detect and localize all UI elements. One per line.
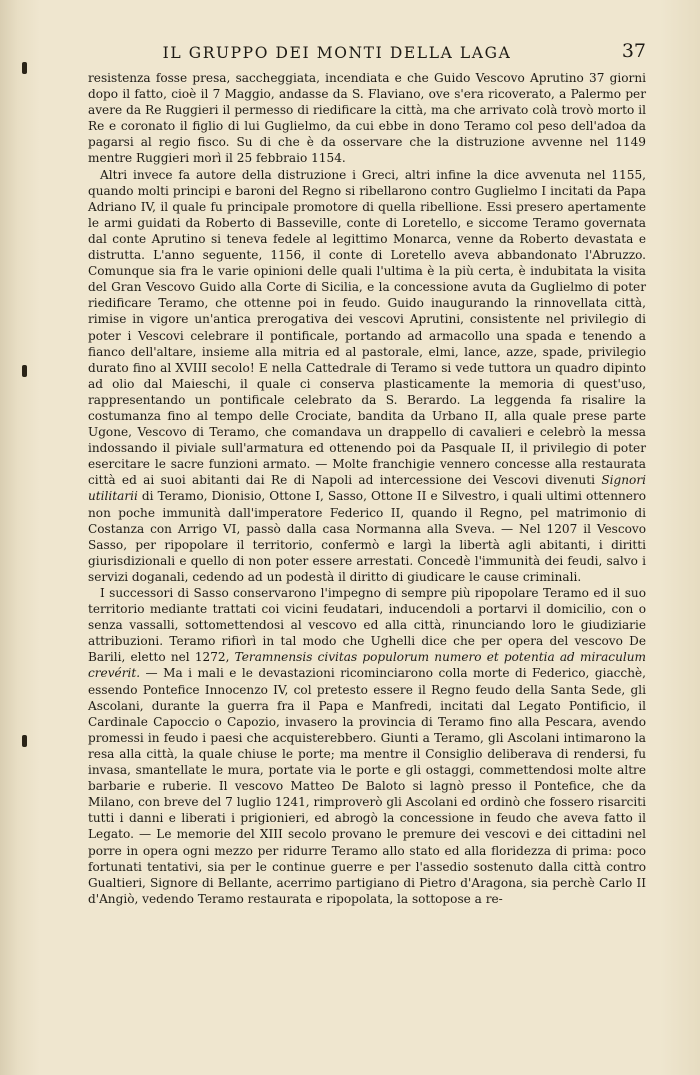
italic-text: Teramnensis civitas populorum numero et potentia ad miraculum crevérit. — [88, 650, 646, 681]
binding-mark — [22, 62, 27, 74]
body-text — [88, 70, 646, 907]
text-segment: Altri invece fa autore della distruzione i Greci, altri infine la dice avvenuta nel 1155, quando molti principi e baroni del Regno si ribellarono contro Guglielmo I incitati da Papa Adriano IV, il quale fu principale promotore di quella ribellione. Essi presero apertamente le armi guidati da Roberto di Basseville, conte di Loretello, e siccome Teramo governata dal conte Aprutino si teneva fedele al legittimo Monarca, venne da Roberto devastata e distrutta. L'anno seguente, 1156, il conte di Loretello aveva abbandonato l'Abruzzo. Comunque sia fra le varie opinioni delle quali l'ultima è la più certa, è indubitata la visita del Gran Vescovo Guido alla Corte di Sicilia, e la concessione avuta da Guglielmo di poter riedificare Teramo, che ottenne poi in feudo. Guido inaugurando la rinnovellata città, rimise in vigore un'antica prerogativa dei vescovi Aprutini, consistente nel privilegio di poter i Vescovi celebrare il pontificale, portando ad armacollo una spada e tenendo a fianco dell'altare, insieme alla mitria ed al pastorale, elmi, lance, azze, spade, privilegio durato fino al XVIII secolo! E nella Cattedrale di Teramo si vede tuttora un quadro dipinto ad olio dal Maieschi, il quale ci conserva plasticamente la memoria di quest'uso, rappresentando un pontificale celebrato da S. Berardo. La leggenda fa risalire la costumanza fino al tempo delle Crociate, bandita da Urbano II, alla quale prese parte Ugone, Vescovo di Teramo, che comandava un drappello di cavalieri e celebrò la messa indossando il piviale sull'armatura ed ottenendo poi da Pasquale II, il privilegio di poter esercitare le sacre funzioni armato. — Molte franchigie vennero concesse alla restaurata città ed ai suoi abitanti dai Re di Napoli ad intercessione dei Vescovi divenuti — [88, 167, 646, 488]
running-title: IL GRUPPO DEI MONTI DELLA LAGA — [162, 44, 512, 62]
paragraph — [88, 585, 646, 907]
page-header — [88, 40, 646, 66]
binding-mark — [22, 735, 27, 747]
paragraph — [88, 70, 646, 167]
text-segment: — Ma i mali e le devastazioni ricominciarono colla morte di Federico, giacchè, essendo Pontefice Innocenzo IV, col pretesto essere il Regno feudo della Santa Sede, gli Ascolani, durante la guerra fra il Papa e Manfredi, incitati dal Legato Pontificio, il Cardinale Capoccio o Capozio, invasero la provincia di Teramo fino alla Pescara, avendo promessi in feudo i paesi che acquisterebbero. Giunti a Teramo, gli Ascolani intimarono la resa alla città, la quale chiuse le porte; ma mentre il Consiglio deliberava di rendersi, fu invasa, smantellate le mura, portate via le porte e gli ostaggi, commettendosi molte altre barbarie e ruberie. Il vescovo Matteo De Baloto si lagnò presso il Pontefice, che da Milano, con breve del 7 luglio 1241, rimproverò gli Ascolani ed ordinò che fossero risarciti tutti i danni e liberati i prigionieri, ed abrogò la concessione in feudo che aveva fatto il Legato. — Le memorie del XIII secolo provano le premure dei vescovi e dei cittadini nel porre in opera ogni mezzo per ridurre Teramo allo stato ed alla floridezza di prima: poco fortunati tentativi, sia per le continue guerre e per l'assedio sostenuto dalla città contro Gualtieri, Signore di Bellante, acerrimo partigiano di Pietro d'Aragona, sia perchè Carlo II d'Angiò, vedendo Teramo restaurata e ripopolata, la sottopose a re- — [88, 666, 646, 906]
page-number: 37 — [621, 40, 646, 62]
italic-text: Signori utilitarii — [88, 473, 646, 504]
paragraph — [88, 167, 646, 585]
text-segment: di Teramo, Dionisio, Ottone I, Sasso, Ottone II e Silvestro, i quali ultimi ottennero non poche immunità dall'imperatore Federico II, quando il Regno, pel matrimonio di Costanza con Arrigo VI, passò dalla casa Normanna alla Sveva. — Nel 1207 il Vescovo Sasso, per ripopolare il territorio, confermò e largì la libertà agli abitanti, i diritti giurisdizionali e quello di non poter essere arrestati. Concedè l'immunità dei feudi, salvo i servizi doganali, cedendo ad un podestà il diritto di giudicare le cause criminali. — [88, 489, 646, 584]
text-segment: resistenza fosse presa, saccheggiata, incendiata e che Guido Vescovo Aprutino 37 giorni dopo il fatto, cioè il 7 Maggio, andasse da S. Flaviano, ove s'era ricoverato, a Palermo per avere da Re Ruggieri il permesso di riedificare la città, ma che arrivato colà trovò morto il Re e coronato il figlio di lui Guglielmo, da cui ebbe in dono Teramo col peso dell'adoa da pagarsi al regio fisco. Su di che è da osservare che la distruzione avvenne nel 1149 mentre Ruggieri morì il 25 febbraio 1154. — [88, 71, 646, 166]
binding-mark — [22, 365, 27, 377]
text-segment: I successori di Sasso conservarono l'impegno di sempre più ripopolare Teramo ed il suo territorio mediante trattati coi vicini feudatari, inducendoli a portarvi il domicilio, con o senza vassalli, sottomettendosi al vescovo ed alla città, rinunciando loro le giudiziarie attribuzioni. Teramo rifiorì in tal modo che Ughelli dice che per opera del vescovo De Barili, eletto nel 1272, — [88, 586, 646, 665]
